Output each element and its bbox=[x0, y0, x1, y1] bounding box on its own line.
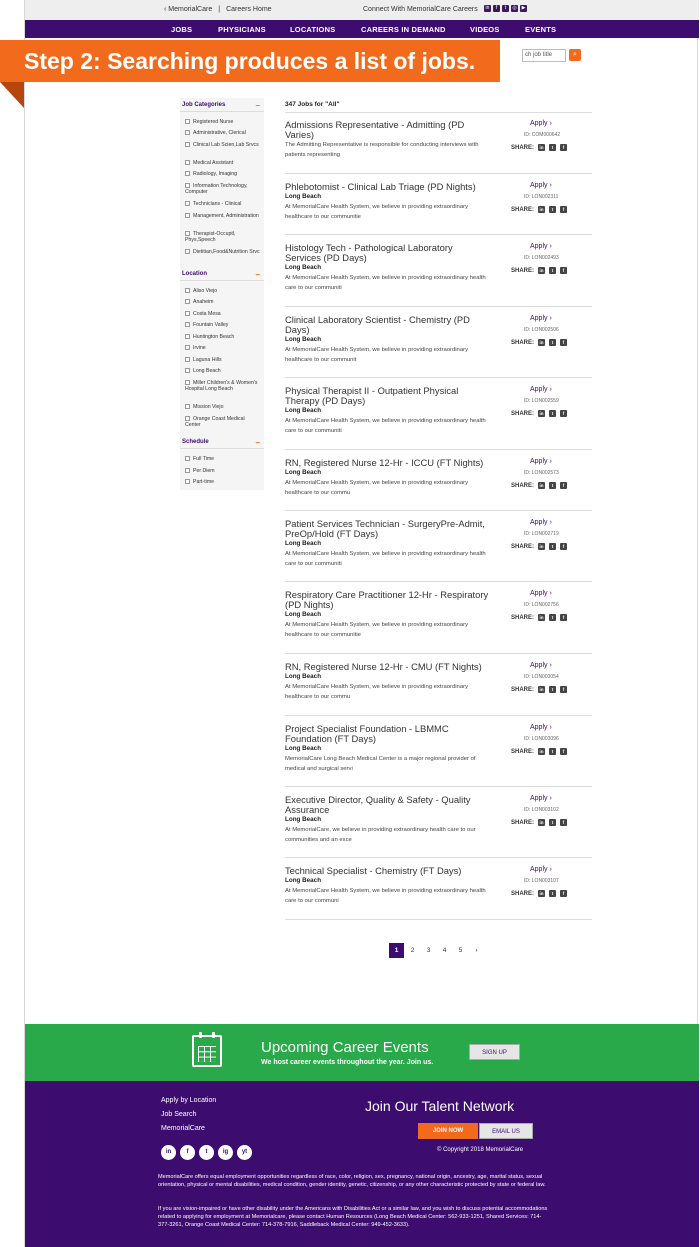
checkbox[interactable] bbox=[185, 322, 190, 327]
copyright: © Copyright 2018 MemorialCare bbox=[437, 1147, 524, 1153]
job-description: The Admitting Representative is responsible for conducting interviews with patients representing bbox=[285, 142, 479, 158]
youtube-icon[interactable]: ▶ bbox=[521, 5, 526, 11]
checkbox[interactable] bbox=[185, 468, 190, 473]
linkedin-icon[interactable]: in bbox=[539, 891, 544, 896]
share-label: SHARE: bbox=[511, 206, 535, 213]
divider bbox=[180, 448, 264, 449]
checkbox[interactable] bbox=[185, 334, 190, 339]
filter-option[interactable] bbox=[185, 231, 261, 244]
filter-option[interactable] bbox=[185, 468, 261, 475]
schedule-header[interactable] bbox=[182, 439, 262, 445]
job-title-link[interactable]: Project Specialist Foundation - LBMMC Foundation (FT Days) bbox=[285, 723, 449, 744]
share-label: SHARE: bbox=[511, 819, 535, 826]
share-row bbox=[511, 543, 567, 550]
job-location: Long Beach bbox=[285, 264, 322, 271]
linkedin-icon[interactable]: in bbox=[539, 615, 544, 620]
divider bbox=[285, 786, 592, 787]
footer-link-apply-by-location[interactable]: Apply by Location bbox=[161, 1097, 217, 1104]
facebook-icon[interactable]: f bbox=[560, 206, 567, 213]
filter-option[interactable] bbox=[185, 171, 261, 178]
filter-option[interactable] bbox=[185, 357, 261, 364]
divider bbox=[285, 306, 592, 307]
checkbox[interactable] bbox=[185, 288, 190, 293]
apply-link[interactable]: Apply › bbox=[530, 315, 552, 322]
job-description: At MemorialCare Health System, we believe in providing extraordinary healthcare to our communitie bbox=[285, 204, 469, 220]
linkedin-icon[interactable]: in bbox=[539, 544, 544, 549]
share-row bbox=[511, 339, 567, 346]
filter-sidebar bbox=[180, 98, 264, 490]
results-count: 347 Jobs for "All" bbox=[285, 101, 340, 108]
share-label: SHARE: bbox=[511, 482, 535, 489]
utility-separator: | bbox=[218, 6, 221, 13]
filter-option-label: Technicians - Clinical bbox=[193, 201, 242, 207]
linkedin-icon[interactable]: in bbox=[539, 268, 544, 273]
share-label: SHARE: bbox=[511, 686, 535, 693]
collapse-icon[interactable]: – bbox=[255, 101, 260, 110]
job-location: Long Beach bbox=[285, 193, 322, 200]
divider bbox=[180, 280, 264, 281]
instagram-icon[interactable]: ig bbox=[218, 1145, 233, 1160]
job-description: At MemorialCare Health System, we believe in providing extraordinary health care to our communiti bbox=[285, 418, 486, 434]
checkbox[interactable] bbox=[185, 345, 190, 350]
sign-up-button[interactable]: SIGN UP bbox=[469, 1044, 520, 1060]
twitter-icon[interactable]: t bbox=[549, 890, 556, 897]
calendar-icon bbox=[192, 1035, 222, 1067]
job-description: At MemorialCare Health System, we believe in providing extraordinary health care to our communi bbox=[285, 888, 486, 904]
job-title-link[interactable]: Respiratory Care Practitioner 12-Hr - Respiratory (PD Nights) bbox=[285, 589, 489, 610]
linkedin-icon[interactable]: in bbox=[539, 340, 544, 345]
checkbox[interactable] bbox=[185, 380, 190, 385]
main-nav bbox=[25, 20, 699, 38]
job-id: ID: LON002311 bbox=[524, 194, 559, 200]
job-id: ID: LON002719 bbox=[524, 531, 559, 537]
youtube-icon[interactable]: yt bbox=[237, 1145, 252, 1160]
job-title-link[interactable]: Admissions Representative - Admitting (PD Varies) bbox=[285, 119, 465, 140]
filter-option-label: Miller Children's & Women's Hospital Long Beach bbox=[185, 380, 258, 392]
nav-jobs[interactable]: JOBS bbox=[171, 25, 193, 34]
filter-option[interactable] bbox=[185, 119, 261, 126]
filter-option-label: Information Technology, Computer bbox=[185, 183, 248, 195]
filter-option[interactable] bbox=[185, 456, 261, 463]
step-banner: Step 2: Searching produces a list of jobs. bbox=[0, 40, 500, 82]
nav-videos[interactable]: VIDEOS bbox=[470, 25, 500, 34]
collapse-icon[interactable]: – bbox=[255, 270, 260, 279]
share-label: SHARE: bbox=[511, 144, 535, 151]
checkbox[interactable] bbox=[185, 119, 190, 124]
filter-option[interactable] bbox=[185, 479, 261, 486]
facebook-icon[interactable]: f bbox=[560, 267, 567, 274]
apply-link[interactable]: Apply › bbox=[530, 519, 552, 526]
nav-locations[interactable]: LOCATIONS bbox=[290, 25, 336, 34]
job-id: ID: LON003096 bbox=[524, 736, 559, 742]
filter-option[interactable] bbox=[185, 183, 261, 196]
twitter-icon[interactable]: t bbox=[549, 482, 556, 489]
email-us-button[interactable]: EMAIL US bbox=[479, 1123, 533, 1139]
twitter-icon[interactable]: t bbox=[199, 1145, 214, 1160]
filter-option-label: Laguna Hills bbox=[193, 357, 222, 363]
divider bbox=[285, 377, 592, 378]
facebook-icon[interactable]: f bbox=[560, 410, 567, 417]
checkbox[interactable] bbox=[185, 404, 190, 409]
twitter-icon[interactable]: t bbox=[549, 144, 556, 151]
filter-option[interactable] bbox=[185, 249, 261, 256]
apply-link[interactable]: Apply › bbox=[530, 590, 552, 597]
share-row bbox=[511, 748, 567, 755]
filter-option-label: Management, Administration bbox=[193, 213, 259, 219]
location-header[interactable] bbox=[182, 271, 262, 277]
linkedin-icon[interactable]: in bbox=[161, 1145, 176, 1160]
filter-option-label: Long Beach bbox=[193, 368, 221, 374]
facebook-icon[interactable]: f bbox=[560, 819, 567, 826]
twitter-icon[interactable]: t bbox=[549, 614, 556, 621]
page-3[interactable]: 3 bbox=[426, 947, 431, 954]
nav-careers-in-demand[interactable]: CAREERS IN DEMAND bbox=[361, 25, 446, 34]
checkbox[interactable] bbox=[185, 171, 190, 176]
share-row bbox=[511, 410, 567, 417]
share-row bbox=[511, 144, 567, 151]
filter-option[interactable] bbox=[185, 380, 261, 393]
twitter-icon[interactable]: t bbox=[549, 267, 556, 274]
filter-option-label: Medical Assistant bbox=[193, 160, 234, 166]
job-title-link[interactable]: Clinical Laboratory Scientist - Chemistry (PD Days) bbox=[285, 314, 470, 335]
apply-link[interactable]: Apply › bbox=[530, 795, 552, 802]
job-description: At MemorialCare Health System, we believe in providing extraordinary healthcare to our commu bbox=[285, 684, 469, 700]
filter-option-label: Anaheim bbox=[193, 299, 214, 305]
share-label: SHARE: bbox=[511, 543, 535, 550]
job-location: Long Beach bbox=[285, 877, 322, 884]
filter-option[interactable] bbox=[185, 322, 261, 329]
linkedin-icon[interactable]: in bbox=[539, 145, 544, 150]
join-now-button[interactable]: JOIN NOW bbox=[418, 1123, 478, 1139]
apply-link[interactable]: Apply › bbox=[530, 386, 552, 393]
checkbox[interactable] bbox=[185, 231, 190, 236]
back-to-memorialcare-link[interactable]: ‹ MemorialCare bbox=[164, 6, 213, 13]
checkbox[interactable] bbox=[185, 416, 190, 421]
facebook-icon[interactable]: f bbox=[560, 482, 567, 489]
job-id: ID: LON003054 bbox=[524, 674, 559, 680]
filter-option-label: Dietitian,Food&Nutrition Srvc bbox=[193, 249, 260, 255]
job-id: ID: COM000642 bbox=[524, 132, 561, 138]
events-title: Upcoming Career Events bbox=[261, 1039, 429, 1056]
checkbox[interactable] bbox=[185, 213, 190, 218]
talent-network-title: Join Our Talent Network bbox=[365, 1098, 515, 1114]
twitter-icon[interactable]: t bbox=[549, 410, 556, 417]
collapse-icon[interactable]: – bbox=[255, 438, 260, 447]
twitter-icon[interactable]: t bbox=[549, 339, 556, 346]
job-title-link[interactable]: Technical Specialist - Chemistry (FT Days) bbox=[285, 865, 462, 876]
job-categories-title: Job Categories bbox=[182, 102, 226, 108]
page-2[interactable]: 2 bbox=[410, 947, 415, 954]
job-title-link[interactable]: Histology Tech - Pathological Laboratory Services (PD Days) bbox=[285, 242, 453, 263]
filter-option[interactable] bbox=[185, 201, 261, 208]
events-subtitle: We host career events throughout the year. Join us. bbox=[261, 1059, 434, 1066]
twitter-icon[interactable]: t bbox=[549, 206, 556, 213]
footer-link-memorialcare[interactable]: MemorialCare bbox=[161, 1125, 205, 1132]
twitter-icon[interactable]: t bbox=[549, 748, 556, 755]
job-categories-header[interactable] bbox=[182, 102, 262, 108]
share-label: SHARE: bbox=[511, 890, 535, 897]
connect-text: Connect With MemorialCare Careers bbox=[363, 6, 478, 13]
divider bbox=[285, 715, 592, 716]
banner-fold bbox=[0, 82, 24, 108]
filter-option-label: Registered Nurse bbox=[193, 119, 234, 125]
filter-option-label: Administrative, Clerical bbox=[193, 130, 246, 136]
page-4[interactable]: 4 bbox=[442, 947, 447, 954]
job-location: Long Beach bbox=[285, 745, 322, 752]
linkedin-icon[interactable]: in bbox=[539, 207, 544, 212]
divider bbox=[285, 653, 592, 654]
share-row bbox=[511, 686, 567, 693]
apply-link[interactable]: Apply › bbox=[530, 243, 552, 250]
divider bbox=[180, 111, 264, 112]
share-row bbox=[511, 267, 567, 274]
calendar-grid bbox=[198, 1046, 216, 1062]
checkbox[interactable] bbox=[185, 249, 190, 254]
checkbox[interactable] bbox=[185, 311, 190, 316]
utility-left bbox=[161, 6, 275, 13]
schedule-title: Schedule bbox=[182, 439, 209, 445]
search-input[interactable]: ch job title bbox=[522, 49, 566, 62]
facebook-icon[interactable]: f bbox=[560, 144, 567, 151]
page-5[interactable]: 5 bbox=[458, 947, 463, 954]
filter-option[interactable] bbox=[185, 404, 261, 411]
job-location: Long Beach bbox=[285, 816, 322, 823]
calendar-ring bbox=[212, 1032, 215, 1038]
apply-link[interactable]: Apply › bbox=[530, 182, 552, 189]
share-label: SHARE: bbox=[511, 748, 535, 755]
filter-option-label: Huntington Beach bbox=[193, 334, 235, 340]
job-location: Long Beach bbox=[285, 407, 322, 414]
linkedin-icon[interactable]: in bbox=[539, 820, 544, 825]
filter-option-label: Mission Viejo bbox=[193, 404, 224, 410]
checkbox[interactable] bbox=[185, 368, 190, 373]
filter-option[interactable] bbox=[185, 288, 261, 295]
job-location: Long Beach bbox=[285, 540, 322, 547]
facebook-icon[interactable]: f bbox=[560, 686, 567, 693]
search-icon[interactable]: ⌕ bbox=[569, 49, 581, 61]
filter-option-label: Full Time bbox=[193, 456, 215, 462]
divider bbox=[285, 581, 592, 582]
filter-option-label: Therapist-Occuptl, Phys,Speech bbox=[185, 231, 236, 243]
share-label: SHARE: bbox=[511, 614, 535, 621]
apply-link[interactable]: Apply › bbox=[530, 120, 552, 127]
twitter-icon[interactable]: t bbox=[549, 819, 556, 826]
career-events-band bbox=[25, 1024, 699, 1081]
checkbox[interactable] bbox=[185, 456, 190, 461]
divider bbox=[285, 857, 592, 858]
nav-physicians[interactable]: PHYSICIANS bbox=[218, 25, 266, 34]
filter-option-label: Per Diem bbox=[193, 468, 215, 474]
filter-option[interactable] bbox=[185, 299, 261, 306]
job-location: Long Beach bbox=[285, 469, 322, 476]
footer-link-job-search[interactable]: Job Search bbox=[161, 1111, 197, 1118]
job-description: At MemorialCare Health System, we believe in providing extraordinary healthcare to our communitie bbox=[285, 622, 469, 638]
filter-option[interactable] bbox=[185, 130, 261, 137]
checkbox[interactable] bbox=[185, 183, 190, 188]
pagination bbox=[389, 943, 484, 958]
facebook-icon[interactable]: f bbox=[560, 339, 567, 346]
checkbox[interactable] bbox=[185, 357, 190, 362]
filter-option[interactable] bbox=[185, 345, 261, 352]
linkedin-icon[interactable]: in bbox=[539, 749, 544, 754]
job-id: ID: LON003102 bbox=[524, 807, 559, 813]
job-id: ID: LON002493 bbox=[524, 255, 559, 261]
job-title-link[interactable]: RN, Registered Nurse 12-Hr - CMU (FT Nights) bbox=[285, 661, 482, 672]
twitter-icon[interactable]: t bbox=[502, 5, 509, 12]
share-row bbox=[511, 890, 567, 897]
linkedin-icon[interactable]: in bbox=[539, 687, 544, 692]
job-title-link[interactable]: Executive Director, Quality & Safety - Quality Assurance bbox=[285, 794, 471, 815]
checkbox[interactable] bbox=[185, 142, 190, 147]
share-label: SHARE: bbox=[511, 339, 535, 346]
job-location: Long Beach bbox=[285, 673, 322, 680]
apply-link[interactable]: Apply › bbox=[530, 866, 552, 873]
job-location: Long Beach bbox=[285, 611, 322, 618]
filter-option-label: Aliso Viejo bbox=[193, 288, 218, 294]
job-location: Long Beach bbox=[285, 336, 322, 343]
job-description: At MemorialCare Health System, we believe in providing extraordinary health care to our communiti bbox=[285, 551, 486, 567]
filter-option[interactable] bbox=[185, 416, 261, 429]
filter-option[interactable] bbox=[185, 213, 261, 220]
filter-option[interactable] bbox=[185, 311, 261, 318]
instagram-icon[interactable]: ◎ bbox=[512, 5, 517, 11]
divider bbox=[285, 510, 592, 511]
share-row bbox=[511, 206, 567, 213]
share-label: SHARE: bbox=[511, 267, 535, 274]
job-title-link[interactable]: RN, Registered Nurse 12-Hr - ICCU (FT Nights) bbox=[285, 457, 484, 468]
next-page-chevron-icon[interactable]: › bbox=[475, 947, 478, 954]
share-row bbox=[511, 614, 567, 621]
divider bbox=[285, 173, 592, 174]
facebook-icon[interactable]: f bbox=[560, 890, 567, 897]
facebook-icon[interactable]: f bbox=[560, 543, 567, 550]
filter-option[interactable] bbox=[185, 160, 261, 167]
job-description: At MemorialCare Health System, we believe in providing extraordinary health care to our communiti bbox=[285, 275, 486, 291]
checkbox[interactable] bbox=[185, 299, 190, 304]
job-description: MemorialCare Long Beach Medical Center is a major regional provider of medical and surgical servi bbox=[285, 756, 476, 772]
careers-home-link[interactable]: Careers Home bbox=[226, 6, 272, 13]
divider bbox=[285, 234, 592, 235]
filter-option[interactable] bbox=[185, 142, 261, 149]
filter-option-label: Fountain Valley bbox=[193, 322, 229, 328]
filter-option[interactable] bbox=[185, 368, 261, 375]
checkbox[interactable] bbox=[185, 201, 190, 206]
filter-option-label: Costa Mesa bbox=[193, 311, 221, 317]
page-frame bbox=[24, 0, 698, 1247]
job-description: At MemorialCare, we believe in providing extraordinary health care to our communities and an exce bbox=[285, 827, 476, 843]
nav-events[interactable]: EVENTS bbox=[525, 25, 557, 34]
filter-option-label: Irvine bbox=[193, 345, 206, 351]
utility-bar bbox=[25, 0, 699, 20]
filter-option-label: Orange Coast Medical Center bbox=[185, 416, 245, 428]
footer-social-icons bbox=[161, 1145, 252, 1160]
divider bbox=[285, 112, 592, 113]
twitter-icon[interactable]: t bbox=[549, 686, 556, 693]
apply-link[interactable]: Apply › bbox=[530, 662, 552, 669]
job-title-link[interactable]: Physical Therapist II - Outpatient Physical Therapy (PD Days) bbox=[285, 385, 459, 406]
job-title-link[interactable]: Phlebotomist - Clinical Lab Triage (PD Nights) bbox=[285, 181, 476, 192]
filter-option-label: Part-time bbox=[193, 479, 215, 485]
checkbox[interactable] bbox=[185, 160, 190, 165]
linkedin-icon[interactable]: in bbox=[539, 411, 544, 416]
divider bbox=[285, 919, 592, 920]
job-description: At MemorialCare Health System, we believe in providing extraordinary healthcare to our commu bbox=[285, 480, 469, 496]
job-id: ID: LON002573 bbox=[524, 470, 559, 476]
checkbox[interactable] bbox=[185, 130, 190, 135]
job-id: ID: LON002756 bbox=[524, 602, 559, 608]
footer bbox=[25, 1081, 699, 1247]
apply-link[interactable]: Apply › bbox=[530, 724, 552, 731]
job-id: ID: LON003107 bbox=[524, 878, 559, 884]
share-row bbox=[511, 482, 567, 489]
filter-option[interactable] bbox=[185, 334, 261, 341]
job-id: ID: LON002559 bbox=[524, 398, 559, 404]
linkedin-icon[interactable]: in bbox=[485, 5, 490, 11]
facebook-icon[interactable]: f bbox=[560, 748, 567, 755]
utility-social-icons bbox=[484, 5, 527, 12]
location-title: Location bbox=[182, 271, 207, 277]
facebook-icon[interactable]: f bbox=[560, 614, 567, 621]
page-1[interactable]: 1 bbox=[389, 943, 404, 958]
facebook-icon[interactable]: f bbox=[180, 1145, 195, 1160]
facebook-icon[interactable]: f bbox=[493, 5, 500, 12]
divider bbox=[285, 449, 592, 450]
apply-link[interactable]: Apply › bbox=[530, 458, 552, 465]
job-id: ID: LON002506 bbox=[524, 327, 559, 333]
checkbox[interactable] bbox=[185, 479, 190, 484]
twitter-icon[interactable]: t bbox=[549, 543, 556, 550]
share-row bbox=[511, 819, 567, 826]
filter-option-label: Radiology, Imaging bbox=[193, 171, 238, 177]
eeo-statement: MemorialCare offers equal employment opportunities regardless of race, color, religion, sex, pregnancy, national origin, ancestry, age, marital status, sexual orientation, physical or mental disabilities, medical condition, gender identity, genetic, citizenship, or any other characteristic protected by state or federal law. bbox=[158, 1174, 546, 1189]
job-description: At MemorialCare Health System, we believe in providing extraordinary healthcare to our communit bbox=[285, 347, 469, 363]
job-title-link[interactable]: Patient Services Technician - SurgeryPre-Admit, PreOp/Hold (FT Days) bbox=[285, 518, 485, 539]
calendar-ring bbox=[199, 1032, 202, 1038]
linkedin-icon[interactable]: in bbox=[539, 483, 544, 488]
share-label: SHARE: bbox=[511, 410, 535, 417]
filter-option-label: Clinical Lab Scien,Lab Srvcs bbox=[193, 142, 259, 148]
accessibility-statement: If you are vision-impaired or have other disability under the Americans with Disabilities Act or a similar law, and you wish to discuss potential accommodations related to applying for employment at Memorialcare, please contact Human Resources (Long Beach Medical Center: 562-933-1251, Shared Services: 714-377-3261, Orange Coast Medical Center: 714-378-7916, Saddleback Medical Center: 949-452-3633). bbox=[158, 1206, 548, 1229]
